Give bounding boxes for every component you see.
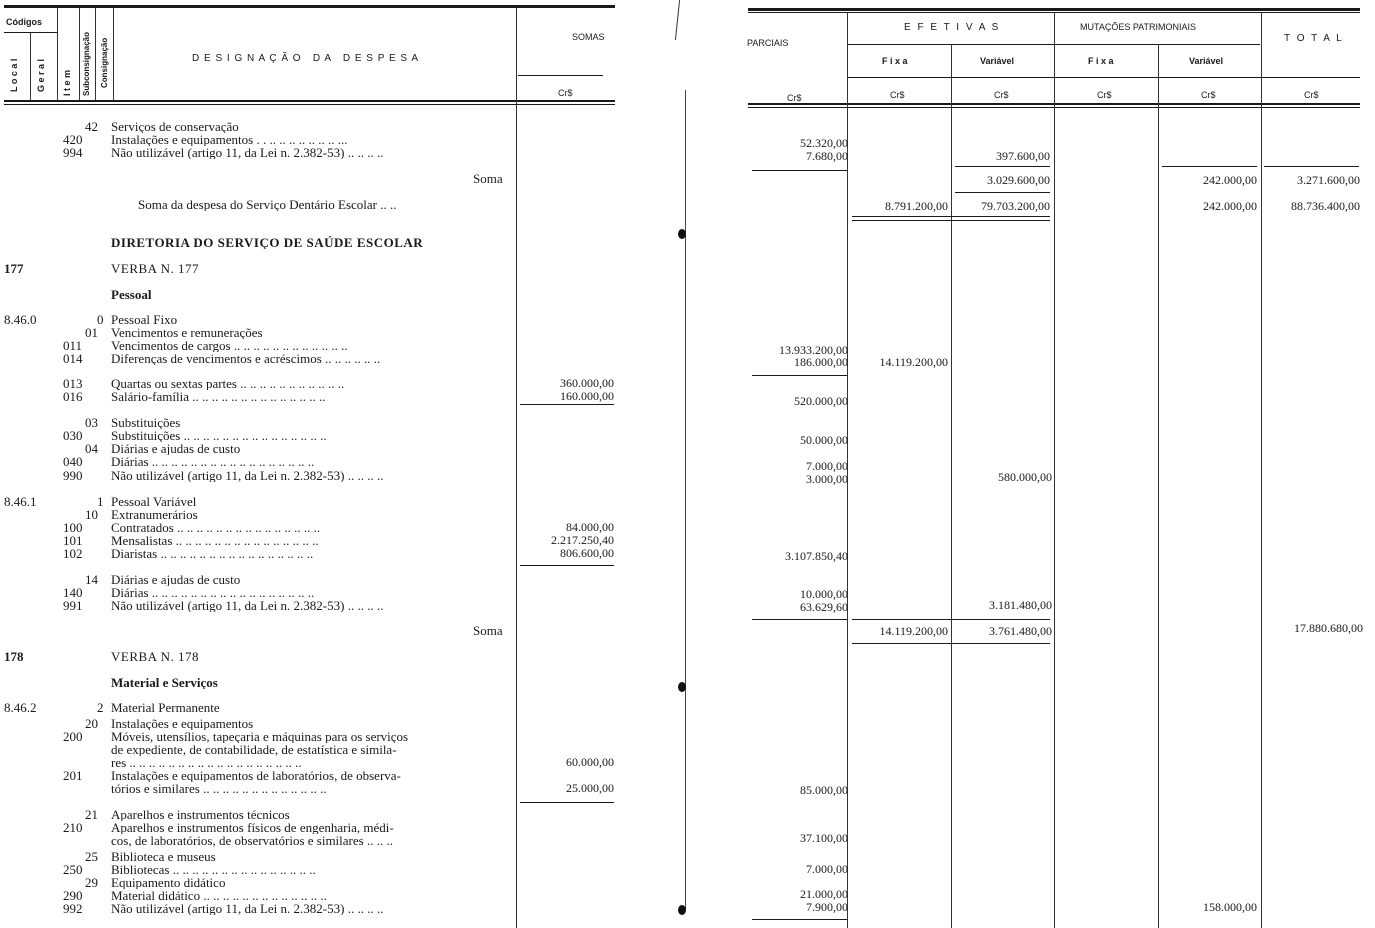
row-description: Soma da despesa do Serviço Dentário Escolar .. .. [138, 198, 397, 211]
total-soma: 17.880.680,00 [1294, 621, 1363, 635]
row-description: Equipamento didático [111, 876, 226, 889]
row-description: Contratados .. .. .. .. .. .. .. .. .. .. .. .. .. .. .. [111, 521, 321, 534]
row-description: Biblioteca e museus [111, 850, 216, 863]
somas-value: 25.000,00 [566, 781, 614, 795]
row-code: 030 [63, 428, 83, 443]
row-code: 420 [63, 132, 83, 147]
somas-value: 360.000,00 [560, 376, 614, 390]
mutacao-variavel-soma: 242.000,00 [1203, 173, 1257, 187]
gutter-mark [675, 0, 680, 40]
row-description: Não utilizável (artigo 11, da Lei n. 2.382-53) .. .. .. .. [111, 902, 384, 915]
gutter-line [685, 90, 686, 910]
mutacoes-fixa-header: F i x a [1088, 56, 1114, 66]
soma-label: Soma [473, 624, 503, 637]
item-header: I t e m [62, 69, 72, 96]
row-subcode: 04 [85, 441, 98, 456]
row-subcode: 2 [97, 700, 104, 715]
total-header: T O T A L [1284, 33, 1344, 44]
row-description: Substituições [111, 416, 181, 429]
row-code: 250 [63, 862, 83, 877]
local-header: L o c a l [9, 58, 19, 92]
mutacoes-variavel-header: Variável [1189, 56, 1224, 66]
parcial-value: 52.320,00 [800, 136, 848, 150]
row-description: Vencimentos de cargos .. .. .. .. .. .. .. .. .. .. .. .. [111, 339, 348, 352]
row-description: Material didático .. .. .. .. .. .. .. .. .. .. .. .. .. [111, 889, 327, 902]
row-code: 013 [63, 376, 83, 391]
row-code: 992 [63, 901, 83, 916]
efetivas-fixa-header: F i x a [882, 56, 908, 66]
subconsignacao-header: Subconsignação [82, 31, 91, 96]
parcial-value: 7.900,00 [806, 900, 848, 914]
consignacao-header: Consignação [100, 37, 109, 88]
row-description: Vencimentos e remunerações [111, 326, 263, 339]
variavel-value: 3.181.480,00 [989, 598, 1052, 612]
row-description: Diárias e ajudas de custo [111, 442, 241, 455]
parcial-value: 7.000,00 [806, 862, 848, 876]
parcial-value: 186.000,00 [794, 355, 848, 369]
parcial-value: 37.100,00 [800, 831, 848, 845]
variavel-soma: 3.029.600,00 [987, 173, 1050, 187]
row-subcode: 0 [97, 312, 104, 327]
binding-hole [678, 905, 686, 915]
designacao-header: D E S I G N A Ç Ã O D A D E S P E S A [192, 53, 419, 64]
efetivas-header: E F E T I V A S [904, 22, 1001, 33]
parcial-value: 3.107.850,40 [785, 549, 848, 563]
row-description: cos, de laboratórios, de observatórios e similares .. .. .. [111, 834, 393, 847]
row-description: res .. .. .. .. .. .. .. .. .. .. .. .. .. .. .. .. .. .. [111, 756, 302, 769]
fixa-soma: 14.119.200,00 [879, 624, 948, 638]
efetivas-variavel-header: Variável [980, 56, 1015, 66]
parcial-value: 63.629,60 [800, 600, 848, 614]
row-code: 201 [63, 768, 83, 783]
row-code: 102 [63, 546, 83, 561]
row-subcode: 1 [97, 494, 104, 509]
total-currency: Cr$ [1304, 90, 1319, 100]
row-description: VERBA N. 178 [111, 650, 199, 663]
soma-label: Soma [473, 172, 503, 185]
mutacao-variavel-value: 158.000,00 [1203, 900, 1257, 914]
row-subcode: 01 [85, 325, 98, 340]
row-description: tórios e similares .. .. .. .. .. .. .. .. .. .. .. .. .. [111, 782, 327, 795]
geral-header: G e r a l [36, 58, 46, 92]
row-subcode: 21 [85, 807, 98, 822]
row-code: 016 [63, 389, 83, 404]
variavel-total: 79.703.200,00 [981, 199, 1050, 213]
fixa-currency: Cr$ [890, 90, 905, 100]
row-code: 140 [63, 585, 83, 600]
row-description: Bibliotecas .. .. .. .. .. .. .. .. .. .. .. .. .. .. .. [111, 863, 316, 876]
row-subcode: 25 [85, 849, 98, 864]
row-code: 011 [63, 338, 83, 353]
row-code: 990 [63, 468, 83, 483]
parciais-currency: Cr$ [787, 93, 802, 103]
row-subcode: 42 [85, 119, 98, 134]
mutacoes-fixa-currency: Cr$ [1097, 90, 1112, 100]
parcial-value: 3.000,00 [806, 472, 848, 486]
binding-hole [678, 682, 686, 692]
row-code: 210 [63, 820, 83, 835]
row-description: Não utilizável (artigo 11, da Lei n. 2.382-53) .. .. .. .. [111, 599, 384, 612]
row-code: 177 [4, 261, 24, 276]
row-description: Diárias e ajudas de custo [111, 573, 241, 586]
row-description: Diárias .. .. .. .. .. .. .. .. .. .. .. .. .. .. .. .. .. [111, 455, 315, 468]
row-description: Mensalistas .. .. .. .. .. .. .. .. .. .. .. .. .. .. .. [111, 534, 319, 547]
fixa-value: 14.119.200,00 [879, 355, 948, 369]
parcial-value: 13.933.200,00 [779, 343, 848, 357]
parcial-value: 7.000,00 [806, 459, 848, 473]
grand-total: 88.736.400,00 [1291, 199, 1360, 213]
row-description: Quartas ou sextas partes .. .. .. .. .. .. .. .. .. .. .. [111, 377, 345, 390]
parcial-value: 520.000,00 [794, 394, 848, 408]
row-description: Aparelhos e instrumentos físicos de engenharia, médi- [111, 821, 394, 834]
variavel-soma: 3.761.480,00 [989, 624, 1052, 638]
mutacao-variavel-total: 242.000,00 [1203, 199, 1257, 213]
row-description: VERBA N. 177 [111, 262, 199, 275]
row-subcode: 10 [85, 507, 98, 522]
row-description: Salário-família .. .. .. .. .. .. .. .. .. .. .. .. .. .. [111, 390, 326, 403]
row-subcode: 03 [85, 415, 98, 430]
parciais-header: PARCIAIS [747, 38, 789, 48]
row-code: 200 [63, 729, 83, 744]
row-description: DIRETORIA DO SERVIÇO DE SAÚDE ESCOLAR [111, 236, 424, 249]
row-description: Aparelhos e instrumentos técnicos [111, 808, 290, 821]
row-description: Instalações e equipamentos [111, 717, 254, 730]
row-code: 014 [63, 351, 83, 366]
row-description: Material Permanente [111, 701, 220, 714]
row-code: 178 [4, 649, 24, 664]
row-code: 040 [63, 454, 83, 469]
codigos-header: Códigos [6, 17, 42, 27]
row-code: 8.46.1 [4, 494, 37, 509]
row-description: Instalações e equipamentos de laboratórios, de observa- [111, 769, 401, 782]
somas-value: 2.217.250,40 [551, 533, 614, 547]
somas-value: 84.000,00 [566, 520, 614, 534]
somas-header: SOMAS [572, 32, 605, 42]
row-description: Pessoal Fixo [111, 313, 178, 326]
variavel-value: 397.600,00 [996, 149, 1050, 163]
row-code: 991 [63, 598, 83, 613]
row-description: Diárias .. .. .. .. .. .. .. .. .. .. .. .. .. .. .. .. .. [111, 586, 315, 599]
row-description: Serviços de conservação [111, 120, 239, 133]
somas-value: 60.000,00 [566, 755, 614, 769]
row-code: 8.46.0 [4, 312, 37, 327]
row-description: Instalações e equipamentos . . .. .. .. .. .. .. .. ... [111, 133, 348, 146]
mutacoes-variavel-currency: Cr$ [1201, 90, 1216, 100]
row-description: Extranumerários [111, 508, 198, 521]
row-description: Não utilizável (artigo 11, da Lei n. 2.382-53) .. .. .. .. [111, 469, 384, 482]
row-subcode: 29 [85, 875, 98, 890]
mutacoes-header: MUTAÇÕES PATRIMONIAIS [1080, 22, 1197, 32]
row-description: Pessoal [111, 288, 152, 301]
somas-value: 806.600,00 [560, 546, 614, 560]
row-code: 100 [63, 520, 83, 535]
row-subcode: 14 [85, 572, 98, 587]
binding-hole [678, 229, 686, 239]
variavel-currency: Cr$ [994, 90, 1009, 100]
row-description: de expediente, de contabilidade, de estatística e simila- [111, 743, 397, 756]
parcial-value: 85.000,00 [800, 783, 848, 797]
parcial-value: 21.000,00 [800, 887, 848, 901]
row-code: 8.46.2 [4, 700, 37, 715]
variavel-value: 580.000,00 [998, 470, 1052, 484]
row-description: Pessoal Variável [111, 495, 197, 508]
row-description: Substituições .. .. .. .. .. .. .. .. .. .. .. .. .. .. .. [111, 429, 327, 442]
row-description: Material e Serviços [111, 676, 218, 689]
row-description: Diaristas .. .. .. .. .. .. .. .. .. .. .. .. .. .. .. .. [111, 547, 314, 560]
row-description: Não utilizável (artigo 11, da Lei n. 2.382-53) .. .. .. .. [111, 146, 384, 159]
row-description: Móveis, utensílios, tapeçaria e máquinas para os serviços [111, 730, 409, 743]
parcial-value: 50.000,00 [800, 433, 848, 447]
row-description: Diferenças de vencimentos e acréscimos .. .. .. .. .. .. [111, 352, 381, 365]
somas-currency: Cr$ [558, 88, 573, 98]
somas-value: 160.000,00 [560, 389, 614, 403]
total-soma: 3.271.600,00 [1297, 173, 1360, 187]
fixa-total: 8.791.200,00 [885, 199, 948, 213]
row-code: 290 [63, 888, 83, 903]
row-code: 101 [63, 533, 83, 548]
parcial-value: 10.000,00 [800, 587, 848, 601]
parcial-value: 7.680,00 [806, 149, 848, 163]
row-subcode: 20 [85, 716, 98, 731]
row-code: 994 [63, 145, 83, 160]
